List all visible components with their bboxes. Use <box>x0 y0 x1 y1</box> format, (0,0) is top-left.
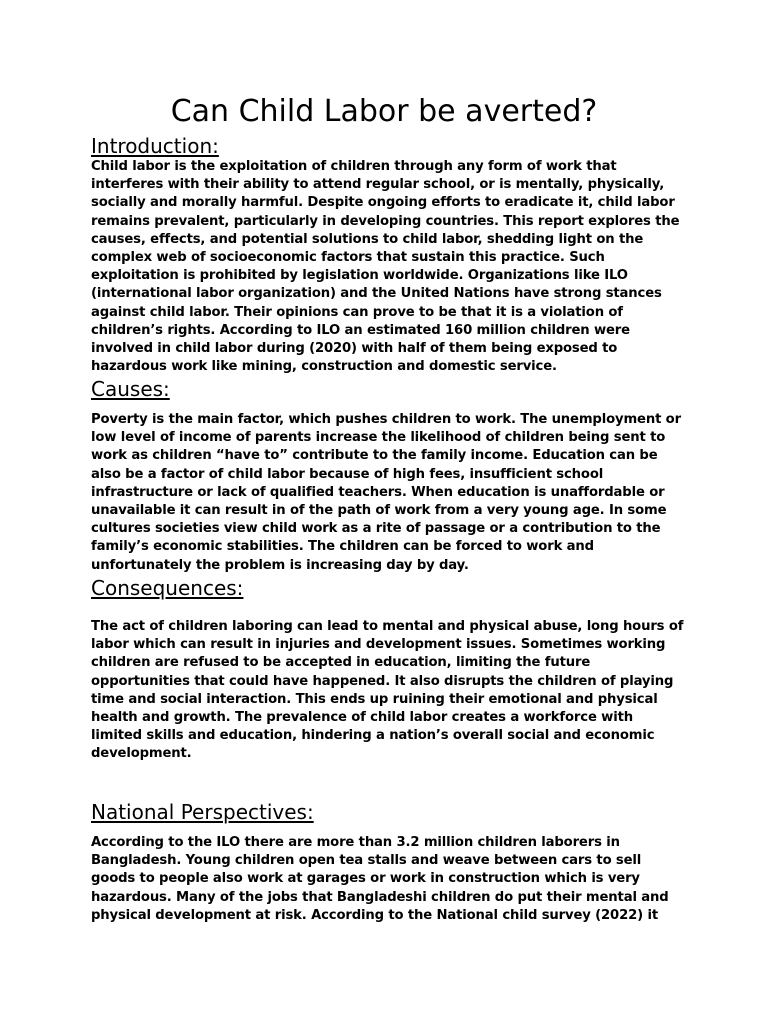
text-line: children’s rights. According to ILO an estimated 160 million children were <box>91 322 630 338</box>
paragraph-introduction <box>91 158 691 376</box>
text-line: cultures societies view child work as a rite of passage or a contribution to the <box>91 521 661 537</box>
text-line: health and growth. The prevalence of child labor creates a workforce with <box>91 710 633 726</box>
document-title: Can Child Labor be averted? <box>170 94 598 129</box>
text-line: work as children “have to” contribute to the family income. Education can be <box>91 448 658 464</box>
text-line: unfortunately the problem is increasing day by day. <box>91 557 469 573</box>
heading-causes: Causes: <box>91 377 170 401</box>
text-line: exploitation is prohibited by legislation worldwide. Organizations like ILO <box>91 268 628 284</box>
text-line: According to the ILO there are more than 3.2 million children laborers in <box>91 835 620 850</box>
text-line: The act of children laboring can lead to mental and physical abuse, long hours of <box>91 619 684 634</box>
text-line: opportunities that could have happened. It also disrupts the children of playing <box>91 673 674 689</box>
text-line: infrastructure or lack of qualified teachers. When education is unaffordable or <box>91 484 665 500</box>
text-line: remains prevalent, particularly in developing countries. This report explores the <box>91 213 680 229</box>
text-line: Bangladesh. Young children open tea stalls and weave between cars to sell <box>91 853 642 869</box>
text-line: complex web of socioeconomic factors that sustain this practice. Such <box>91 250 605 266</box>
text-line: goods to people also work at garages or work in construction which is very <box>91 871 640 887</box>
text-line: hazardous. Many of the jobs that Bangladeshi children do put their mental and <box>91 889 669 905</box>
heading-introduction: Introduction: <box>91 134 219 158</box>
text-line: hazardous work like mining, construction and domestic service. <box>91 359 557 375</box>
text-line: Child labor is the exploitation of children through any form of work that <box>91 159 617 174</box>
paragraph-national-perspectives <box>91 834 691 925</box>
text-line: involved in child labor during (2020) with half of them being exposed to <box>91 341 618 357</box>
text-line: interferes with their ability to attend regular school, or is mentally, physically, <box>91 177 665 193</box>
paragraph-causes <box>91 411 691 575</box>
text-line: family’s economic stabilities. The children can be forced to work and <box>91 539 594 555</box>
text-line: limited skills and education, hindering a nation’s overall social and economic <box>91 728 655 744</box>
text-line: labor which can result in injuries and development issues. Sometimes working <box>91 637 666 653</box>
paragraph-consequences <box>91 618 691 764</box>
text-line: time and social interaction. This ends up ruining their emotional and physical <box>91 691 658 707</box>
heading-consequences: Consequences: <box>91 576 244 600</box>
text-line: unavailable it can result in of the path of work from a very young age. In some <box>91 503 667 519</box>
text-line: (international labor organization) and the United Nations have strong stances <box>91 286 662 302</box>
text-line: Poverty is the main factor, which pushes children to work. The unemployment or <box>91 412 681 427</box>
text-line: socially and morally harmful. Despite ongoing efforts to eradicate it, child labor <box>91 195 675 211</box>
text-line: against child labor. Their opinions can prove to be that it is a violation of <box>91 304 623 320</box>
text-line: low level of income of parents increase the likelihood of children being sent to <box>91 430 666 446</box>
text-line: also be a factor of child labor because of high fees, insufficient school <box>91 466 604 482</box>
text-line: development. <box>91 746 192 762</box>
text-line: causes, effects, and potential solutions to child labor, shedding light on the <box>91 231 644 247</box>
text-line: children are refused to be accepted in education, limiting the future <box>91 655 591 671</box>
heading-national-perspectives: National Perspectives: <box>91 800 314 824</box>
text-line: physical development at risk. According to the National child survey (2022) it <box>91 907 658 923</box>
